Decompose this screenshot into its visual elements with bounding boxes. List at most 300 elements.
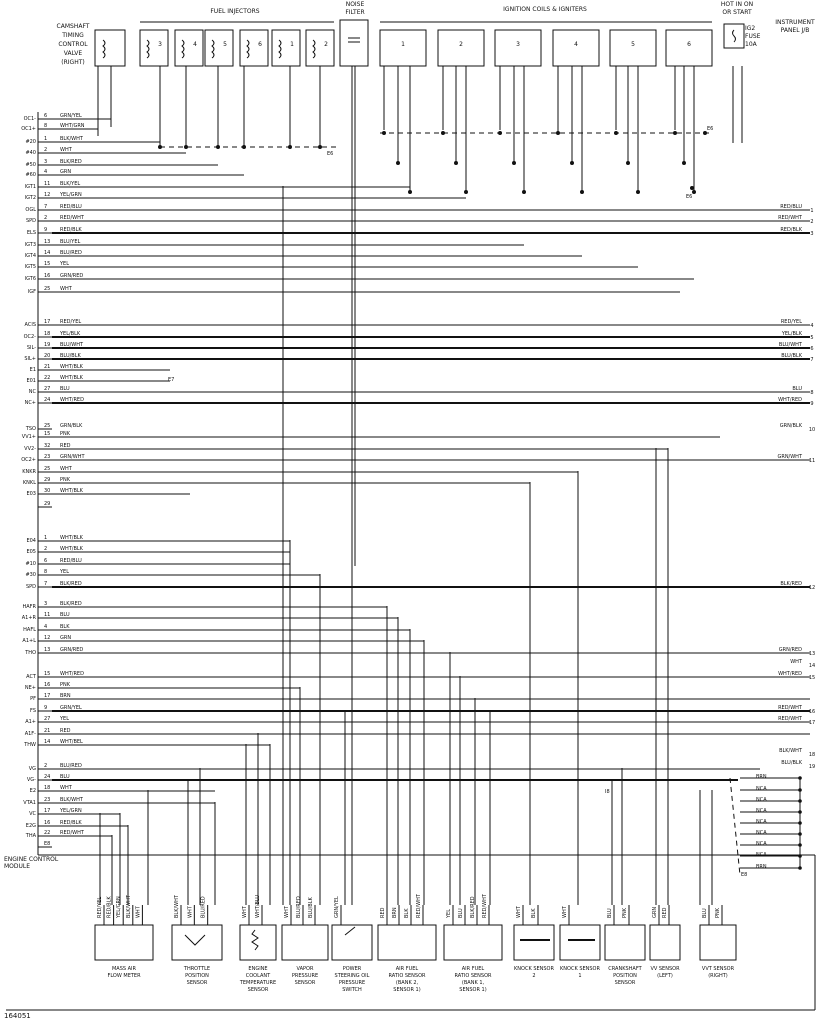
wire-color-label: RED/BLK xyxy=(60,820,82,826)
ecm-pin-number: 16 xyxy=(44,820,51,826)
right-connector-number: 4 xyxy=(810,323,814,329)
sensor-label: THROTTLE xyxy=(183,966,211,972)
ecm-pin-number: 25 xyxy=(44,286,51,292)
wire-color-label: GRN/WHT xyxy=(60,454,85,460)
ecm-pin-number: 19 xyxy=(44,342,51,348)
ecm-pin-name: E03 xyxy=(26,491,36,497)
wire-color-label: BLK/YEL xyxy=(60,181,81,187)
ecm-pin-number: 18 xyxy=(44,331,51,337)
splice-dot xyxy=(522,190,526,194)
ipjb-title-line: PANEL J/B xyxy=(780,27,810,34)
sensor-label: MASS AIR xyxy=(111,966,137,972)
sensor-label: (LEFT) xyxy=(657,973,673,979)
shield-label: BRN xyxy=(756,864,767,870)
wire-color-label: BLK/RED xyxy=(60,159,82,165)
right-connector-number: 14 xyxy=(808,663,816,669)
ecm-pin-name: THA xyxy=(25,833,36,839)
wire-color-label: BLU xyxy=(60,774,70,780)
sensor-pin-color: RED/BLK xyxy=(106,896,113,918)
sensor-box xyxy=(560,925,600,960)
wire-color-label: WHT/GRN xyxy=(60,123,85,129)
fuse-title-line: 10A xyxy=(745,41,757,48)
wire-color-label: RED/WHT xyxy=(60,215,84,221)
sensor-label: SENSOR 1) xyxy=(459,987,487,993)
ecm-pin-name: VTA1 xyxy=(23,800,36,806)
shield-label: NCA xyxy=(756,852,767,858)
ecm-pin-number: 29 xyxy=(44,477,51,483)
ecm-pin-name: IGT2 xyxy=(24,195,36,201)
ecm-pin-number: 23 xyxy=(44,454,51,460)
coil-box xyxy=(610,30,656,66)
right-connector-number: 19 xyxy=(808,764,816,770)
coil-box xyxy=(380,30,426,66)
right-wire-color: BLK/RED xyxy=(780,581,802,587)
ecm-pin-number: 2 xyxy=(44,147,48,153)
splice-dot xyxy=(512,161,516,165)
sensor-pin-color: BLU xyxy=(458,908,464,918)
ecm-pin-number: 25 xyxy=(44,466,51,472)
ecm-pin-number: 22 xyxy=(44,375,51,381)
ecm-pin-number: 1 xyxy=(44,535,48,541)
right-wire-color: RED/YEL xyxy=(780,319,802,325)
ecm-pin-name: VV2- xyxy=(24,446,36,452)
wire-color-label: WHT/RED xyxy=(60,671,84,677)
sensor-box xyxy=(700,925,736,960)
ecm-pin-number: 22 xyxy=(44,830,51,836)
sensor-label: SWITCH xyxy=(342,987,362,993)
ecm-pin-name: VV1+ xyxy=(21,434,36,440)
sensor-box xyxy=(378,925,436,960)
sensor-label: 1 xyxy=(578,973,582,979)
right-wire-color: WHT xyxy=(790,659,802,665)
cam-title-line: TIMING xyxy=(62,32,84,39)
ecm-pin-number: 2 xyxy=(44,763,48,769)
sensor-box xyxy=(514,925,554,960)
ecm-pin-number: 29 xyxy=(44,501,51,507)
sensor-label: CRANKSHAFT xyxy=(608,966,642,972)
ecm-pin-name: PF xyxy=(30,696,36,702)
ecm-pin-number: 17 xyxy=(44,693,51,699)
splice-dot xyxy=(464,190,468,194)
sensor-label: VAPOR xyxy=(296,966,314,972)
wire-color-label: WHT/BLK xyxy=(60,488,83,494)
cam-title-line: (RIGHT) xyxy=(61,59,85,66)
sensor-pin-color: WHT/BLU xyxy=(255,894,261,918)
splice-dot xyxy=(570,161,574,165)
wire-color-label: RED xyxy=(60,443,71,449)
shield-label: NCA xyxy=(756,808,767,814)
noise-title-line: FILTER xyxy=(345,9,365,16)
ecm-pin-number: 27 xyxy=(44,716,51,722)
ecm-pin-name: A1+ xyxy=(25,719,36,725)
coil-number: 4 xyxy=(574,41,578,48)
injector-box xyxy=(240,30,268,66)
coil-number: 5 xyxy=(631,41,635,48)
sensor-box xyxy=(95,925,153,960)
wire-color-label: YEL xyxy=(60,716,69,722)
wire-color-label: BLU/RED xyxy=(60,250,82,256)
wire-color-label: WHT/BLK xyxy=(60,364,83,370)
wire-color-label: GRN xyxy=(60,169,72,175)
wire-color-label: RED xyxy=(60,728,71,734)
wire-color-label: WHT xyxy=(60,147,72,153)
sensor-box xyxy=(332,925,372,960)
coil-number: 3 xyxy=(516,41,520,48)
right-wire-color: WHT/RED xyxy=(778,397,802,403)
ign-title: IGNITION COILS & IGNITERS xyxy=(503,6,587,13)
splice-dot xyxy=(682,161,686,165)
ecm-pin-name: #40 xyxy=(25,150,36,156)
ecm-pin-number: 9 xyxy=(44,705,48,711)
sensor-pin-color: BRN xyxy=(392,907,398,918)
ecm-pin-number: 12 xyxy=(44,192,51,198)
sensor-label: RATIO SENSOR xyxy=(388,973,426,979)
sensor-pin-color: BLK xyxy=(404,908,410,918)
ecm-pin-number: 17 xyxy=(44,808,51,814)
sensor-label: TEMPERATURE xyxy=(239,980,277,986)
ecm-pin-name: SPD xyxy=(25,584,36,590)
cam-title-line: CONTROL xyxy=(58,41,88,48)
sensor-label: COOLANT xyxy=(245,973,271,979)
ground-label: E6 xyxy=(707,126,714,132)
ecm-pin-number: 16 xyxy=(44,682,51,688)
sensor-pin-color: YEL/GRN xyxy=(116,896,123,918)
sensor-pin-color: GRN/YEL xyxy=(334,896,340,918)
splice-dot xyxy=(692,190,696,194)
ecm-pin-number: 32 xyxy=(44,443,51,449)
fuse-title-line: FUSE xyxy=(745,33,761,40)
ecm-pin-name: NE+ xyxy=(24,685,36,691)
ecm-pin-name: VG xyxy=(28,766,36,772)
right-wire-color: RED/BLU xyxy=(780,204,802,210)
sensor-pin-color: BLK/RED xyxy=(470,896,476,918)
wire-color-label: GRN/YEL xyxy=(60,705,82,711)
splice-dot xyxy=(580,190,584,194)
shield-label: NCA xyxy=(756,841,767,847)
ground-label: E8 xyxy=(741,872,748,878)
coil-box xyxy=(553,30,599,66)
injector-number: 3 xyxy=(158,41,162,48)
ecm-pin-number: 15 xyxy=(44,671,51,677)
ecm-pin-number: 14 xyxy=(44,739,51,745)
sensor-label: FLOW METER xyxy=(107,973,141,979)
ecm-pin-number: 14 xyxy=(44,250,51,256)
ecm-pin-name: IGT5 xyxy=(24,264,36,270)
ecm-pin-number: 4 xyxy=(44,169,48,175)
splice-dot xyxy=(288,145,292,149)
ecm-pin-name: NC xyxy=(28,389,36,395)
right-wire-color: RED/WHT xyxy=(778,716,802,722)
coil-number: 6 xyxy=(687,41,691,48)
splice-dot xyxy=(441,131,445,135)
sensor-pin-color: YEL xyxy=(446,909,452,918)
wire-color-label: GRN/RED xyxy=(60,273,84,279)
ecm-pin-name: OC2- xyxy=(23,334,36,340)
right-connector-number: 17 xyxy=(808,720,816,726)
sensor-label: STEERING OIL xyxy=(334,973,370,979)
ecm-pin-number: 24 xyxy=(44,774,51,780)
splice-dot xyxy=(690,186,694,190)
noise-title-line: NOISE xyxy=(345,1,365,8)
cam-title-line: VALVE xyxy=(63,50,83,57)
ecm-pin-number: 2 xyxy=(44,215,48,221)
sensor-label: PRESSURE xyxy=(338,980,366,986)
right-wire-color: YEL/BLK xyxy=(781,331,802,337)
wire-color-label: YEL/GRN xyxy=(60,808,82,814)
right-connector-number: 7 xyxy=(810,357,814,363)
sensor-label: SENSOR xyxy=(247,987,269,993)
wire-color-label: RED/BLU xyxy=(60,204,82,210)
sensor-pin-color: BLK/WHT xyxy=(174,895,180,918)
sensor-label: ENGINE xyxy=(248,966,268,972)
ecm-pin-number: 9 xyxy=(44,227,48,233)
wire-color-label: WHT xyxy=(60,785,72,791)
injector-box xyxy=(205,30,233,66)
sensor-box xyxy=(240,925,276,960)
ecm-pin-number: 25 xyxy=(44,423,51,429)
wire-color-label: BLK xyxy=(60,624,70,630)
sensor-box xyxy=(605,925,645,960)
ecm-pin-name: OC2+ xyxy=(21,457,36,463)
wire-color-label: YEL xyxy=(60,261,69,267)
sensor-label: PRESSURE xyxy=(291,973,319,979)
ecm-pin-number: 21 xyxy=(44,728,51,734)
sensor-label: (BANK 1, xyxy=(461,980,485,986)
shield-label: BRN xyxy=(756,774,767,780)
ground-label: E7 xyxy=(168,377,175,383)
sensor-label: KNOCK SENSOR xyxy=(560,966,600,972)
coil-number: 1 xyxy=(401,41,405,48)
cam-title-line: CAMSHAFT xyxy=(56,23,90,30)
hot-title-line: OR START xyxy=(722,9,752,16)
wire-color-label: BLU/WHT xyxy=(60,342,84,348)
wire-color-label: RED/YEL xyxy=(60,319,82,325)
ecm-pin-number: 23 xyxy=(44,797,51,803)
sensor-label: SENSOR xyxy=(294,980,316,986)
ground-label: E6 xyxy=(686,194,693,200)
sensor-pin-color: WHT xyxy=(516,906,522,918)
sensor-pin-color: WHT xyxy=(284,906,290,918)
ecm-pin-name: E2G xyxy=(25,823,36,829)
ecm-pin-name: OC1- xyxy=(23,116,36,122)
ecm-pin-name: THO xyxy=(25,650,36,656)
wire-color-label: WHT/BLK xyxy=(60,546,83,552)
ecm-pin-name: IGT4 xyxy=(24,253,36,259)
splice-dot xyxy=(382,131,386,135)
ecm-pin-name: IGT6 xyxy=(24,276,36,282)
wire-color-label: PNK xyxy=(60,431,71,437)
ecm-pin-number: 17 xyxy=(44,319,51,325)
splice-dot xyxy=(242,145,246,149)
right-wire-color: BLU/BLK xyxy=(781,353,802,359)
diagram-id: 164051 xyxy=(4,1012,31,1020)
hot-title-line: HOT IN ON xyxy=(720,1,754,8)
ecm-pin-name: HAFR xyxy=(22,604,36,610)
ecm-pin-number: 6 xyxy=(44,558,48,564)
right-connector-number: 11 xyxy=(808,458,816,464)
sensor-pin-color: BLU xyxy=(607,908,613,918)
ecm-pin-number: E8 xyxy=(44,841,51,847)
ecm-pin-name: #20 xyxy=(25,139,36,145)
injector-box xyxy=(175,30,203,66)
wire-color-label: BLK/RED xyxy=(60,581,82,587)
injector-box xyxy=(272,30,300,66)
sensor-label: (RIGHT) xyxy=(708,973,728,979)
sensor-label: KNOCK SENSOR xyxy=(514,966,554,972)
ecm-pin-name: E01 xyxy=(26,378,36,384)
ecm-pin-number: 13 xyxy=(44,239,51,245)
sensor-label: (BANK 2, xyxy=(395,980,419,986)
injector-box xyxy=(140,30,168,66)
ecm-pin-name: #10 xyxy=(25,561,36,567)
right-connector-number: 8 xyxy=(810,390,814,396)
coil-box xyxy=(495,30,541,66)
ecm-pin-name: ACIS xyxy=(24,322,36,328)
sensor-pin-color: BLU/RED xyxy=(200,896,207,918)
injector-number: 5 xyxy=(223,41,227,48)
ecm-pin-name: A1+L xyxy=(22,638,36,644)
wire-color-label: BLU xyxy=(60,386,70,392)
wire-color-label: WHT/RED xyxy=(60,397,84,403)
sensor-pin-color: RED xyxy=(662,907,668,918)
sensor-box xyxy=(444,925,502,960)
shield-label: NCA xyxy=(756,786,767,792)
wire-color-label: GRN/RED xyxy=(60,647,84,653)
ecm-pin-number: 6 xyxy=(44,113,48,119)
ecm-pin-number: 2 xyxy=(44,546,48,552)
wire-color-label: BLU/BLK xyxy=(60,353,81,359)
ecm-pin-number: 7 xyxy=(44,204,48,210)
ecm-pin-name: OC1+ xyxy=(21,126,36,132)
ecm-pin-name: #30 xyxy=(25,572,36,578)
ecm-pin-number: 11 xyxy=(44,612,51,618)
wire-color-label: WHT/BLK xyxy=(60,535,83,541)
splice-dot xyxy=(396,161,400,165)
sensor-label: SENSOR xyxy=(186,980,208,986)
ecm-pin-number: 27 xyxy=(44,386,51,392)
wire-color-label: WHT/BEL xyxy=(60,739,83,745)
wire-color-label: WHT/BLK xyxy=(60,375,83,381)
injector-number: 6 xyxy=(258,41,262,48)
ecm-pin-name: E05 xyxy=(26,549,36,555)
shield-label: NCA xyxy=(756,830,767,836)
ecm-pin-number: 15 xyxy=(44,431,51,437)
injector-number: 1 xyxy=(290,41,294,48)
ecm-pin-name: IGT1 xyxy=(24,184,36,190)
ecm-pin-number: 21 xyxy=(44,364,51,370)
right-wire-color: BLU/WHT xyxy=(778,342,802,348)
ipjb-title-line: INSTRUMENT xyxy=(775,19,815,26)
splice-dot xyxy=(158,145,162,149)
right-connector-number: 3 xyxy=(810,231,814,237)
wire-color-label: YEL/GRN xyxy=(60,192,82,198)
sensor-box xyxy=(650,925,680,960)
ecm-pin-number: 16 xyxy=(44,273,51,279)
right-connector-number: 13 xyxy=(808,651,816,657)
noise-filter-box xyxy=(340,20,368,66)
splice-dot xyxy=(614,131,618,135)
sensor-pin-color: BLK xyxy=(531,908,537,918)
ecm-pin-name: E2 xyxy=(29,788,36,794)
ecm-pin-number: 20 xyxy=(44,353,51,359)
ecm-pin-name: E1 xyxy=(29,367,36,373)
ecm-pin-name: SIL- xyxy=(26,345,36,351)
ecm-pin-name: ACT xyxy=(26,674,36,680)
sensor-pin-color: RED/WHT xyxy=(416,894,422,918)
ecm-pin-name: VC xyxy=(29,811,36,817)
wire-color-label: BLK/WHT xyxy=(60,797,83,803)
wire-color-label: BLU/YEL xyxy=(60,239,81,245)
sensor-pin-color: RED xyxy=(380,907,386,918)
right-connector-number: 2 xyxy=(810,219,814,225)
wire-color-label: RED/BLK xyxy=(60,227,82,233)
sensor-pin-color: RED/WHT xyxy=(482,894,488,918)
wire-color-label: RED/WHT xyxy=(60,830,84,836)
wire-color-label: PNK xyxy=(60,477,71,483)
sensor-pin-color: PNK xyxy=(715,907,721,918)
ecm-pin-name: A1F- xyxy=(24,731,36,737)
wire-color-label: GRN/YEL xyxy=(60,113,82,119)
right-wire-color: RED/WHT xyxy=(778,215,802,221)
splice-dot xyxy=(216,145,220,149)
ecm-pin-name: VG- xyxy=(26,777,36,783)
wire-color-label: BRN xyxy=(60,693,71,699)
right-wire-color: GRN/BLK xyxy=(779,423,802,429)
coil-box xyxy=(438,30,484,66)
wire-color-label: BLU/RED xyxy=(60,763,82,769)
ecm-pin-number: 7 xyxy=(44,581,48,587)
ecm-pin-number: 3 xyxy=(44,601,48,607)
wire-color-label: BLK/RED xyxy=(60,601,82,607)
splice-dot xyxy=(498,131,502,135)
wire-color-label: YEL/BLK xyxy=(60,331,81,337)
right-wire-color: GRN/WHT xyxy=(777,454,802,460)
sensor-box xyxy=(282,925,328,960)
ecm-pin-number: 3 xyxy=(44,159,48,165)
right-connector-number: 12 xyxy=(808,585,816,591)
right-connector-number: 5 xyxy=(810,335,814,341)
right-wire-color: WHT/RED xyxy=(778,671,802,677)
ecm-pin-name: IGT3 xyxy=(24,242,36,248)
sensor-pin-color: BLU/BLK xyxy=(308,897,314,918)
ecm-pin-number: 1 xyxy=(44,136,48,142)
right-connector-number: 10 xyxy=(808,427,816,433)
ecm-pin-number: 8 xyxy=(44,569,48,575)
splice-dot xyxy=(673,131,677,135)
sensor-pin-color: PNK xyxy=(622,907,628,918)
ecm-pin-name: KNKR xyxy=(22,469,36,475)
cam-valve-box xyxy=(95,30,125,66)
wire-color-label: BLK/WHT xyxy=(60,136,83,142)
sensor-label: SENSOR 1) xyxy=(393,987,421,993)
splice-dot xyxy=(556,131,560,135)
wire-color-label: BLU xyxy=(60,612,70,618)
shield-label: NCA xyxy=(756,797,767,803)
ecm-pin-name: TSO xyxy=(25,426,36,432)
wire-color-label: WHT xyxy=(60,466,72,472)
right-wire-color: BLU xyxy=(792,386,802,392)
ecm-pin-name: OGL xyxy=(25,207,36,213)
ecm-pin-name: #50 xyxy=(25,162,36,168)
right-connector-number: 16 xyxy=(808,709,816,715)
fuse-title-line: IG2 xyxy=(745,25,756,32)
sensor-pin-color: WHT xyxy=(242,906,248,918)
coil-box xyxy=(666,30,712,66)
ecm-pin-number: 11 xyxy=(44,181,51,187)
injector-box xyxy=(306,30,334,66)
ecm-pin-name: ELS xyxy=(26,230,36,236)
ecm-pin-number: 30 xyxy=(44,488,51,494)
